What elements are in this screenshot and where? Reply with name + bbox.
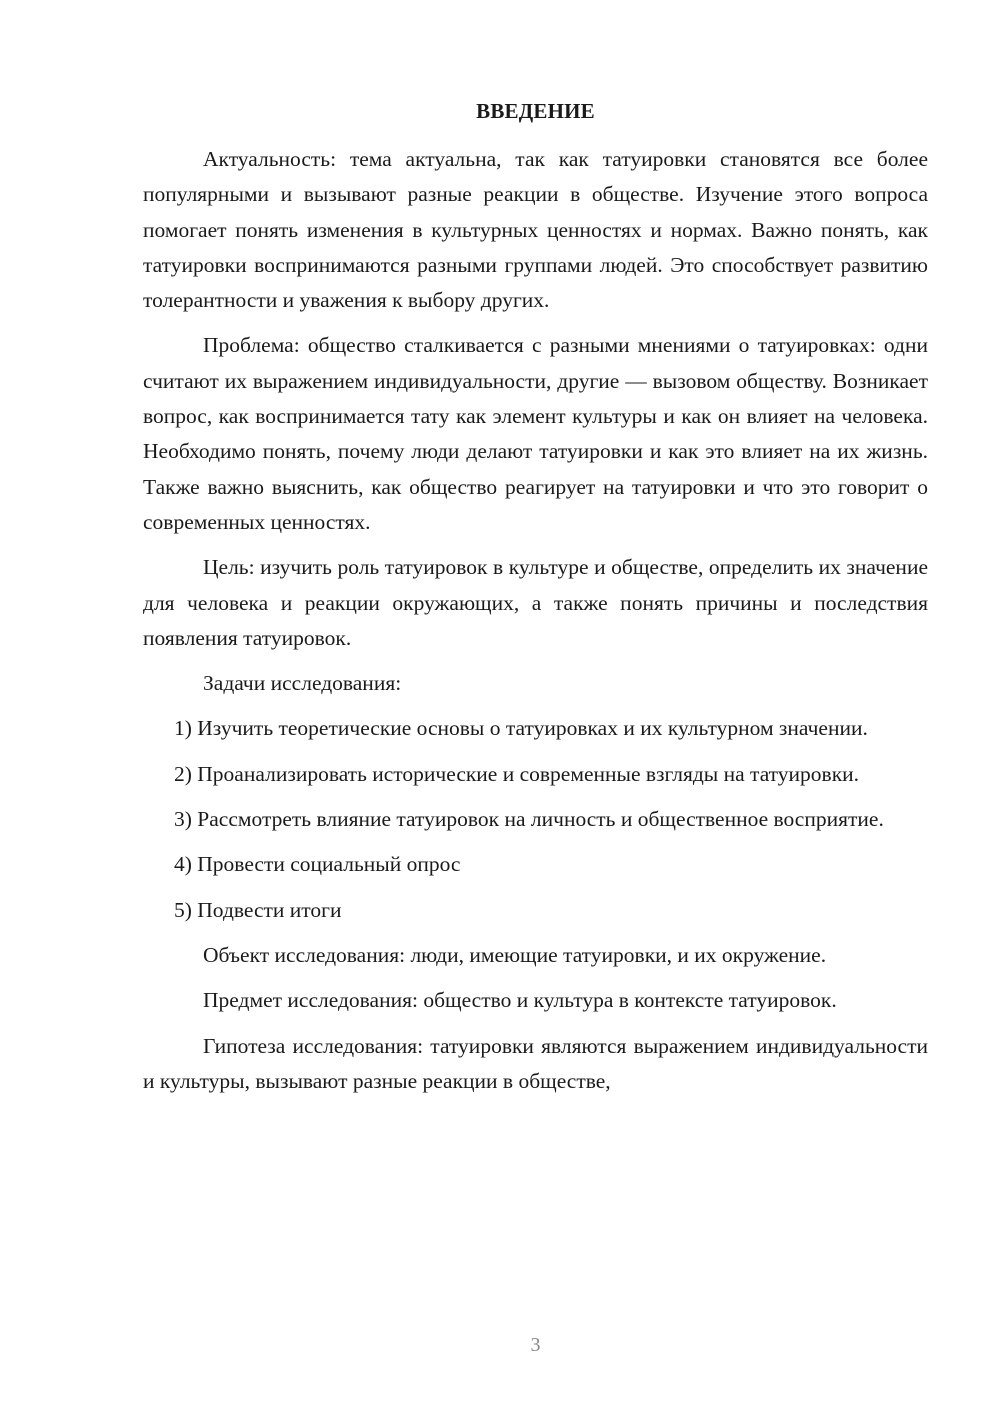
paragraph-problem: Проблема: общество сталкивается с разными мнениями о татуировках: одни считают их выражением индивидуальности, другие — вызовом обществу. Возникает вопрос, как воспринимается тату как элемент культуры и как он влияет на человека. Необходимо понять, почему люди делают татуировки и как это влияет на их жизнь. Также важно выяснить, как общество реагирует на татуировки и что это говорит о современных ценностях. — [143, 333, 928, 534]
paragraph-goal: Цель: изучить роль татуировок в культуре и обществе, определить их значение для человека и реакции окружающих, а также понять причины и последствия появления татуировок. — [143, 555, 928, 650]
document-body — [143, 142, 928, 1109]
task-item-1: 1) Изучить теоретические основы о татуировках и их культурном значении. — [174, 716, 868, 741]
task-item-4: 4) Провести социальный опрос — [174, 852, 461, 877]
document-page — [143, 0, 928, 1414]
paragraph-object: Объект исследования: люди, имеющие татуировки, и их окружение. — [203, 942, 827, 967]
page-title: ВВЕДЕНИЕ — [476, 99, 595, 123]
paragraph-tasks-heading: Задачи исследования: — [203, 671, 402, 696]
task-item-3: 3) Рассмотреть влияние татуировок на личность и общественное восприятие. — [174, 807, 884, 832]
paragraph-hypothesis: Гипотеза исследования: татуировки являются выражением индивидуальности и культуры, вызывают разные реакции в обществе, — [143, 1033, 928, 1093]
page-number: 3 — [530, 1334, 541, 1356]
paragraph-subject: Предмет исследования: общество и культура в контексте татуировок. — [203, 988, 837, 1013]
paragraph-relevance: Актуальность: тема актуальна, так как татуировки становятся все более популярными и вызывают разные реакции в обществе. Изучение этого вопроса помогает понять изменения в культурных ценностях и нормах. Важно понять, как татуировки воспринимаются разными группами людей. Это способствует развитию толерантности и уважения к выбору других. — [143, 147, 928, 313]
task-item-2: 2) Проанализировать исторические и современные взгляды на татуировки. — [174, 761, 860, 786]
task-item-5: 5) Подвести итоги — [174, 897, 342, 922]
